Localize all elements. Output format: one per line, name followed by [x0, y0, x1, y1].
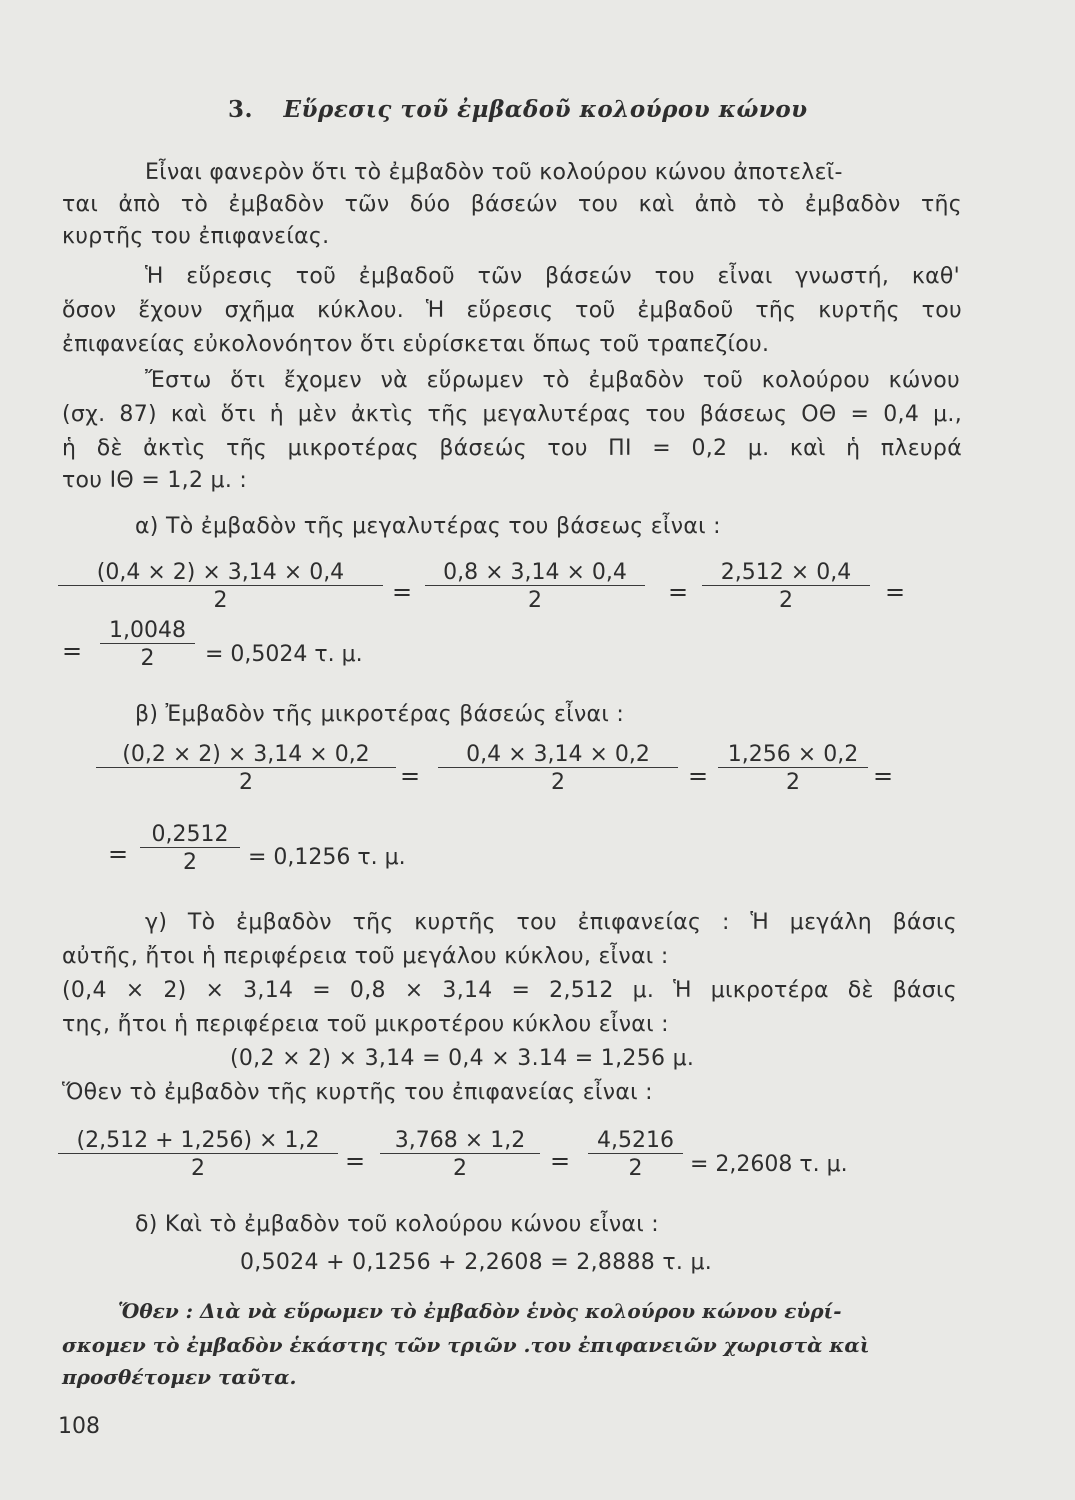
part-d-sum: 0,5024 + 0,1256 + 2,2608 = 2,8888 τ. μ.: [240, 1250, 713, 1275]
intro-line: ὅσον ἔχουν σχῆμα κύκλου. Ἡ εὕρεσις τοῦ ἐμβαδοῦ τῆς κυρτῆς του: [62, 298, 962, 323]
part-b-heading: β) Ἐμβαδὸν τῆς μικροτέρας βάσεώς εἶναι :: [135, 702, 625, 727]
part-c-line: (0,2 × 2) × 3,14 = 0,4 × 3.14 = 1,256 μ.: [230, 1046, 695, 1071]
intro-line: ἐπιφανείας εὐκολονόητον ὅτι εὑρίσκεται ὅπως τοῦ τραπεζίου.: [62, 332, 770, 357]
conclusion-line: Ὅθεν : Διὰ νὰ εὕρωμεν τὸ ἐμβαδὸν ἑνὸς κολούρου κώνου εὑρί-: [118, 1299, 842, 1323]
part-c-line: της, ἤτοι ἡ περιφέρεια τοῦ μικροτέρου κύκλου εἶναι :: [62, 1012, 669, 1037]
part-a-fraction-3: $\frac{2,512 \times 0,4}{2}$: [702, 560, 870, 613]
conclusion-line: προσθέτομεν ταῦτα.: [62, 1365, 297, 1389]
intro-line: Ἡ εὕρεσις τοῦ ἐμβαδοῦ τῶν βάσεών του εἶναι γνωστή, καθ': [145, 264, 960, 289]
part-a-result: = 0,5024 τ. μ.: [205, 642, 363, 667]
intro-line: του ΙΘ = 1,2 μ. :: [62, 468, 248, 493]
intro-line: Εἶναι φανερὸν ὅτι τὸ ἐμβαδὸν τοῦ κολούρου κώνου ἀποτελεῖ-: [145, 160, 843, 185]
part-c-line: (0,4 × 2) × 3,14 = 0,8 × 3,14 = 2,512 μ. Ἡ μικροτέρα δὲ βάσις: [62, 978, 957, 1003]
intro-line: (σχ. 87) καὶ ὅτι ἡ μὲν ἀκτὶς τῆς μεγαλυτέρας του βάσεως ΟΘ = 0,4 μ.,: [62, 402, 962, 427]
part-b-result: = 0,1256 τ. μ.: [248, 845, 406, 870]
section-title: [228, 96, 848, 123]
part-a-heading: α) Τὸ ἐμβαδὸν τῆς μεγαλυτέρας του βάσεως εἶναι :: [135, 514, 721, 539]
book-page: 3. Εὕρεσις τοῦ ἐμβαδοῦ κολούρου κώνου Εἶναι φανερὸν ὅτι τὸ ἐμβαδὸν τοῦ κολούρου κώνου ἀποτελεῖ- ται ἀπὸ τὸ ἐμβαδὸν τῶν δύο βάσεών του καὶ ἀπὸ τὸ ἐμβαδὸν τῆς κυρτῆς του ἐπιφανείας. Ἡ εὕρεσις τοῦ ἐμβαδοῦ τῶν βάσεών του εἶναι γνωστή, καθ' ὅσον ἔχουν σχῆμα κύκλου. Ἡ εὕρεσις τοῦ ἐμβαδοῦ τῆς κυρτῆς του ἐπιφανείας εὐκολονόητον ὅτι εὑρίσκεται ὅπως τοῦ τραπεζίου. Ἔστω ὅτι ἔχομεν νὰ εὕρωμεν τὸ ἐμβαδὸν τοῦ κολούρου κώνου (σχ. 87) καὶ ὅτι ἡ μὲν ἀκτὶς τῆς μεγαλυτέρας του βάσεως ΟΘ = 0,4 μ., ἡ δὲ ἀκτὶς τῆς μικροτέρας βάσεώς του ΠΙ = 0,2 μ. καὶ ἡ πλευρά του ΙΘ = 1,2 μ. : α) Τὸ ἐμβαδὸν τῆς μεγαλυτέρας του βάσεως εἶναι : $\frac{(0,4 \times 2) \times 3,14 \times 0,4}{2}$ = $\frac{0,8 \times 3,14 \times 0,4}{2}$ = $\frac{2,512 \times 0,4}{2}$ = = $\frac{1,0048}{2}$ = 0,5024 τ. μ. β) Ἐμβαδὸν τῆς μικροτέρας βάσεώς εἶναι : $\frac{(0,2 \times 2) \times 3,14 \times 0,2}{2}$ = $\frac{0,4 \times 3,14 \times 0,2}{2}$ = $\frac{1,256 \times 0,2}{2}$ = = $\frac{0,2512}{2}$ = 0,1256 τ. μ. γ) Τὸ ἐμβαδὸν τῆς κυρτῆς του ἐπιφανείας : Ἡ μεγάλη βάσις αὐτῆς, ἤτοι ἡ περιφέρεια τοῦ μεγάλου κύκλου, εἶναι : (0,4 × 2) × 3,14 = 0,8 × 3,14 = 2,512 μ. Ἡ μικροτέρα δὲ βάσις της, ἤτοι ἡ περιφέρεια τοῦ μικροτέρου κύκλου εἶναι : (0,2 × 2) × 3,14 = 0,4 × 3.14 = 1,256 μ. Ὅθεν τὸ ἐμβαδὸν τῆς κυρτῆς του ἐπιφανείας εἶναι : $\frac{(2,512 + 1,256) \times 1,2}{2}$ = $\frac{3,768 \times 1,2}{2}$ = $\frac{4,5216}{2}$ = 2,2608 τ. μ. δ) Καὶ τὸ ἐμβαδὸν τοῦ κολούρου κώνου εἶναι : 0,5024 + 0,1256 + 2,2608 = 2,8888 τ. μ. Ὅθεν : Διὰ νὰ εὕρωμεν τὸ ἐμβαδὸν ἑνὸς κολούρου κώνου εὑρί- σκομεν τὸ ἐμβαδὸν ἑκάστης τῶν τριῶν .του ἐπιφανειῶν χωριστὰ καὶ προσθέτομεν ταῦτα. 108: [0, 0, 1075, 1500]
section-title-text: Εὕρεσις τοῦ ἐμβαδοῦ κολούρου κώνου: [283, 96, 808, 123]
page-number: 108: [58, 1414, 100, 1439]
part-c-line: γ) Τὸ ἐμβαδὸν τῆς κυρτῆς του ἐπιφανείας : Ἡ μεγάλη βάσις: [145, 910, 957, 935]
part-c-line: Ὅθεν τὸ ἐμβαδὸν τῆς κυρτῆς του ἐπιφανείας εἶναι :: [62, 1080, 653, 1105]
part-b-fraction-3: $\frac{1,256 \times 0,2}{2}$: [718, 742, 868, 795]
part-c-result: = 2,2608 τ. μ.: [690, 1152, 848, 1177]
part-b-fraction-2: $\frac{0,4 \times 3,14 \times 0,2}{2}$: [438, 742, 678, 795]
part-a-fraction-4: $\frac{1,0048}{2}$: [100, 618, 195, 671]
part-c-line: αὐτῆς, ἤτοι ἡ περιφέρεια τοῦ μεγάλου κύκλου, εἶναι :: [62, 944, 669, 969]
part-b-fraction-4: $\frac{0,2512}{2}$: [140, 822, 240, 875]
conclusion-line: σκομεν τὸ ἐμβαδὸν ἑκάστης τῶν τριῶν .του ἐπιφανειῶν χωριστὰ καὶ: [62, 1333, 870, 1357]
part-b-fraction-1: $\frac{(0,2 \times 2) \times 3,14 \times 0,2}{2}$: [96, 742, 396, 795]
intro-line: ται ἀπὸ τὸ ἐμβαδὸν τῶν δύο βάσεών του καὶ ἀπὸ τὸ ἐμβαδὸν τῆς: [62, 192, 962, 217]
part-d-heading: δ) Καὶ τὸ ἐμβαδὸν τοῦ κολούρου κώνου εἶναι :: [135, 1212, 659, 1237]
part-c-fraction-2: $\frac{3,768 \times 1,2}{2}$: [380, 1128, 540, 1181]
part-a-fraction-2: $\frac{0,8 \times 3,14 \times 0,4}{2}$: [425, 560, 645, 613]
intro-line: Ἔστω ὅτι ἔχομεν νὰ εὕρωμεν τὸ ἐμβαδὸν τοῦ κολούρου κώνου: [145, 368, 960, 393]
part-c-fraction-1: $\frac{(2,512 + 1,256) \times 1,2}{2}$: [58, 1128, 338, 1181]
part-a-fraction-1: $\frac{(0,4 \times 2) \times 3,14 \times 0,4}{2}$: [58, 560, 383, 613]
section-number: 3.: [228, 96, 254, 123]
part-c-fraction-3: $\frac{4,5216}{2}$: [588, 1128, 683, 1181]
intro-line: ἡ δὲ ἀκτὶς τῆς μικροτέρας βάσεώς του ΠΙ = 0,2 μ. καὶ ἡ πλευρά: [62, 436, 962, 461]
intro-line: κυρτῆς του ἐπιφανείας.: [62, 224, 330, 249]
